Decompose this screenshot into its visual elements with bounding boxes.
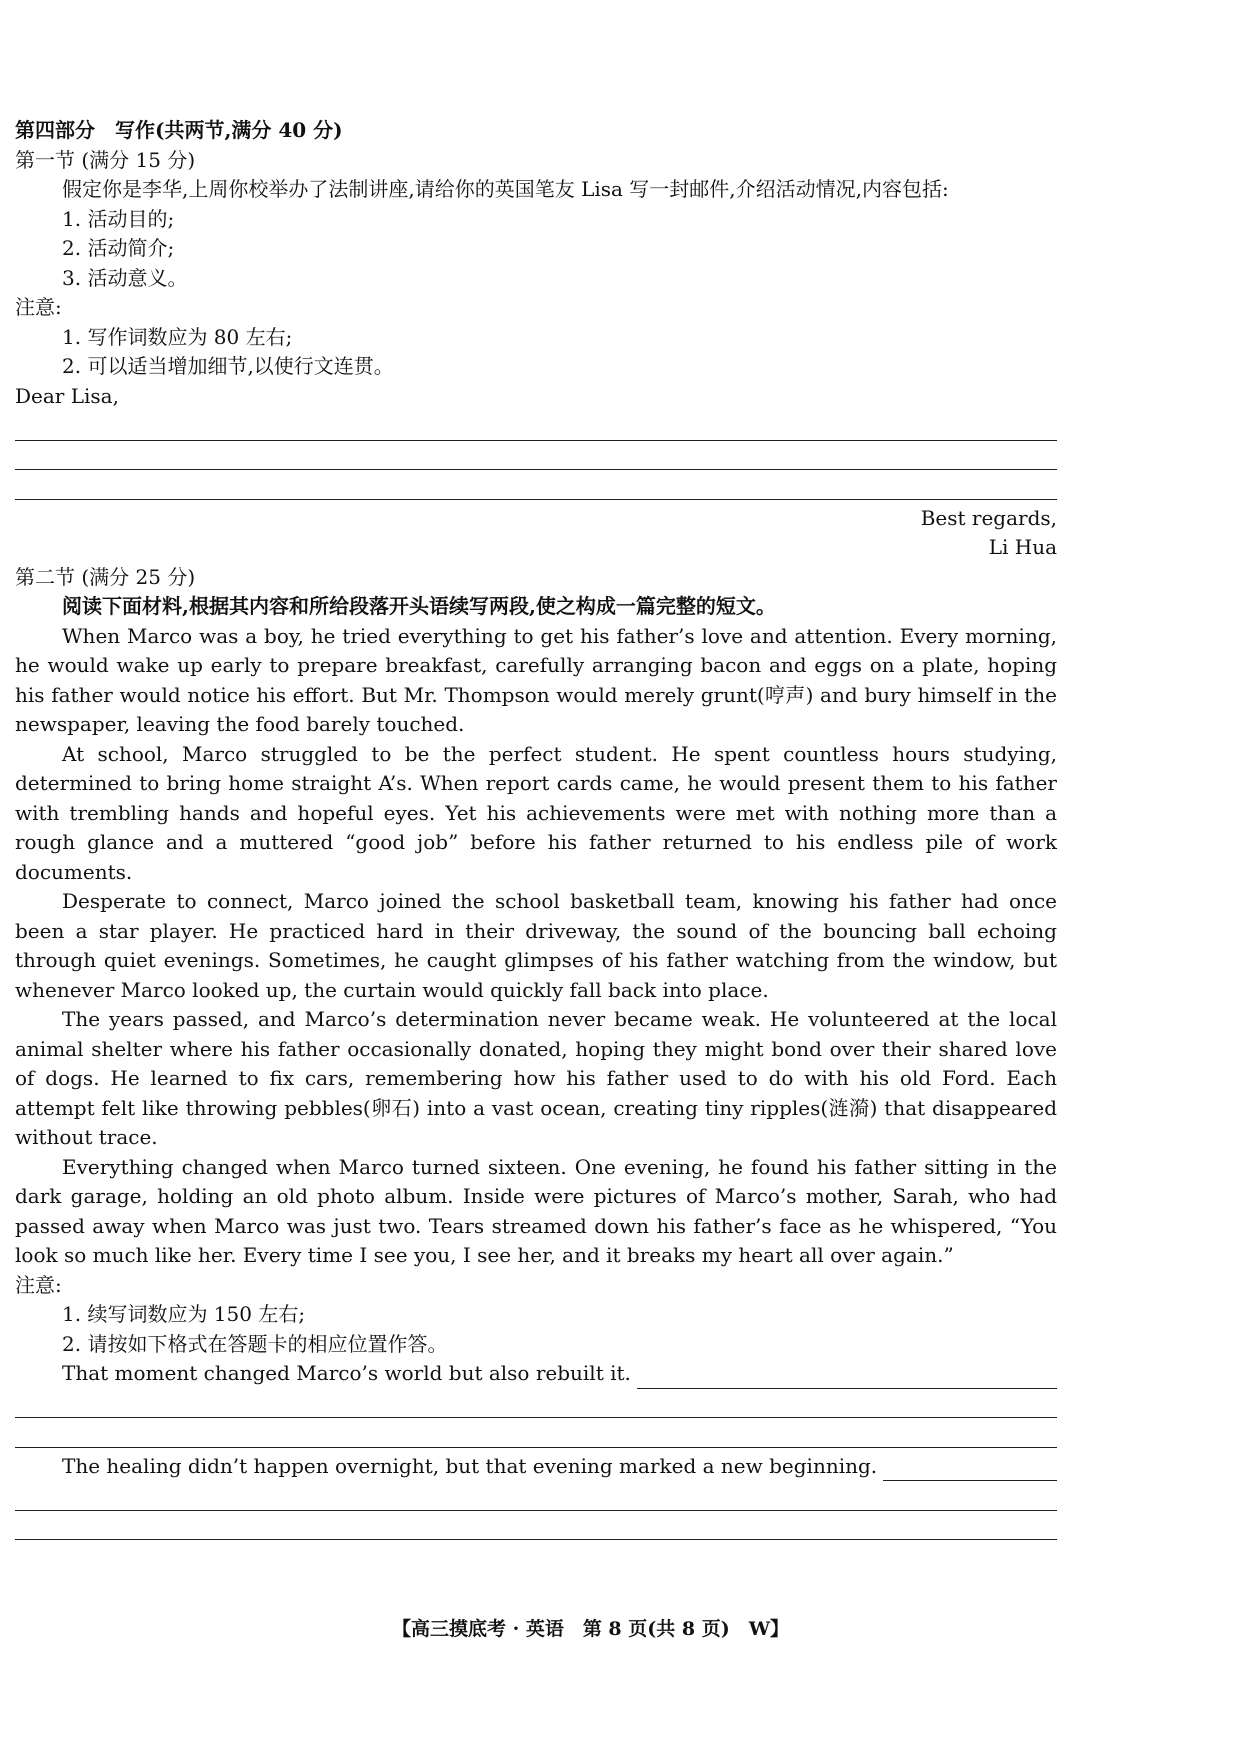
answer-blank	[883, 1458, 1057, 1481]
opening-sentence-1: That moment changed Marco’s world but also rebuilt it.	[15, 1359, 1057, 1389]
section1-item: 1. 活动目的;	[62, 206, 175, 231]
section2-title: 第二节 (满分 25 分)	[15, 564, 196, 589]
story-paragraph: The years passed, and Marco’s determination never became weak. He volunteered at the local animal shelter where his father occasionally donated, hoping they might bond over their shared love of dogs. He learned to fix cars, remembering how his father used to do with his old Ford. Each attempt felt like throwing pebbles(卵石) into a vast ocean, creating tiny ripples(涟漪) that disappeared without trace.	[15, 1007, 1057, 1149]
section2-note-label: 注意:	[15, 1272, 62, 1297]
section2-note: 2. 请按如下格式在答题卡的相应位置作答。	[62, 1331, 448, 1356]
writing-line	[15, 411, 1057, 441]
story-paragraph: When Marco was a boy, he tried everything to get his father’s love and attention. Every morning, he would wake up early to prepare breakfast, carefully arranging bacon and eggs on a plate, hoping his father would notice his effort. But Mr. Thompson would merely grunt(哼声) and bury himself in the newspaper, leaving the food barely touched.	[15, 623, 1057, 736]
section1-prompt: 假定你是李华,上周你校举办了法制讲座,请给你的英国笔友 Lisa 写一封邮件,介绍活动情况,内容包括:	[62, 177, 949, 201]
section1-title: 第一节 (满分 15 分)	[15, 147, 196, 172]
writing-line	[15, 1389, 1057, 1419]
section2-note: 1. 续写词数应为 150 左右;	[62, 1302, 306, 1326]
story-text	[15, 622, 1057, 1271]
section1-note: 1. 写作词数应为 80 左右;	[62, 324, 293, 349]
signature: Li Hua	[988, 535, 1057, 559]
part-title: 第四部分 写作(共两节,满分 40 分)	[15, 118, 343, 142]
writing-line	[15, 1418, 1057, 1448]
closing: Best regards,	[920, 505, 1057, 530]
section1-item: 3. 活动意义。	[62, 265, 188, 290]
page-footer: 【高三摸底考 · 英语 第 8 页(共 8 页) W】	[391, 1618, 790, 1640]
story-paragraph: Everything changed when Marco turned sixteen. One evening, he found his father sitting in the dark garage, holding an old photo album. Inside were pictures of Marco’s mother, Sarah, who had passed away when Marco was just two. Tears streamed down his father’s face as he whispered, “You look so much like her. Every time I see you, I see her, and it breaks my heart all over again.”	[15, 1154, 1057, 1267]
section1-item: 2. 活动简介;	[62, 236, 175, 260]
writing-line	[15, 1481, 1057, 1511]
writing-line	[15, 470, 1057, 500]
section1-note-label: 注意:	[15, 295, 62, 319]
content	[15, 116, 1057, 1540]
answer-blank	[637, 1366, 1057, 1389]
section1-note: 2. 可以适当增加细节,以使行文连贯。	[62, 354, 394, 378]
story-paragraph: Desperate to connect, Marco joined the school basketball team, knowing his father had once been a star player. He practiced hard in their driveway, the sound of the bouncing ball echoing through quiet evenings. Sometimes, he caught glimpses of his father watching from the window, but whenever Marco looked up, the curtain would quickly fall back into place.	[15, 889, 1057, 1002]
story-paragraph: At school, Marco struggled to be the perfect student. He spent countless hours studying, determined to bring home straight A’s. When report cards came, he would present them to his father with trembling hands and hopeful eyes. Yet his achievements were met with nothing more than a rough glance and a muttered “good job” before his father returned to his endless pile of work documents.	[15, 741, 1057, 884]
salutation: Dear Lisa,	[15, 383, 119, 408]
writing-line	[15, 441, 1057, 471]
opening-sentence-2: The healing didn’t happen overnight, but that evening marked a new beginning.	[15, 1452, 1057, 1482]
writing-line	[15, 1511, 1057, 1541]
section2-instruction: 阅读下面材料,根据其内容和所给段落开头语续写两段,使之构成一篇完整的短文。	[62, 594, 776, 618]
